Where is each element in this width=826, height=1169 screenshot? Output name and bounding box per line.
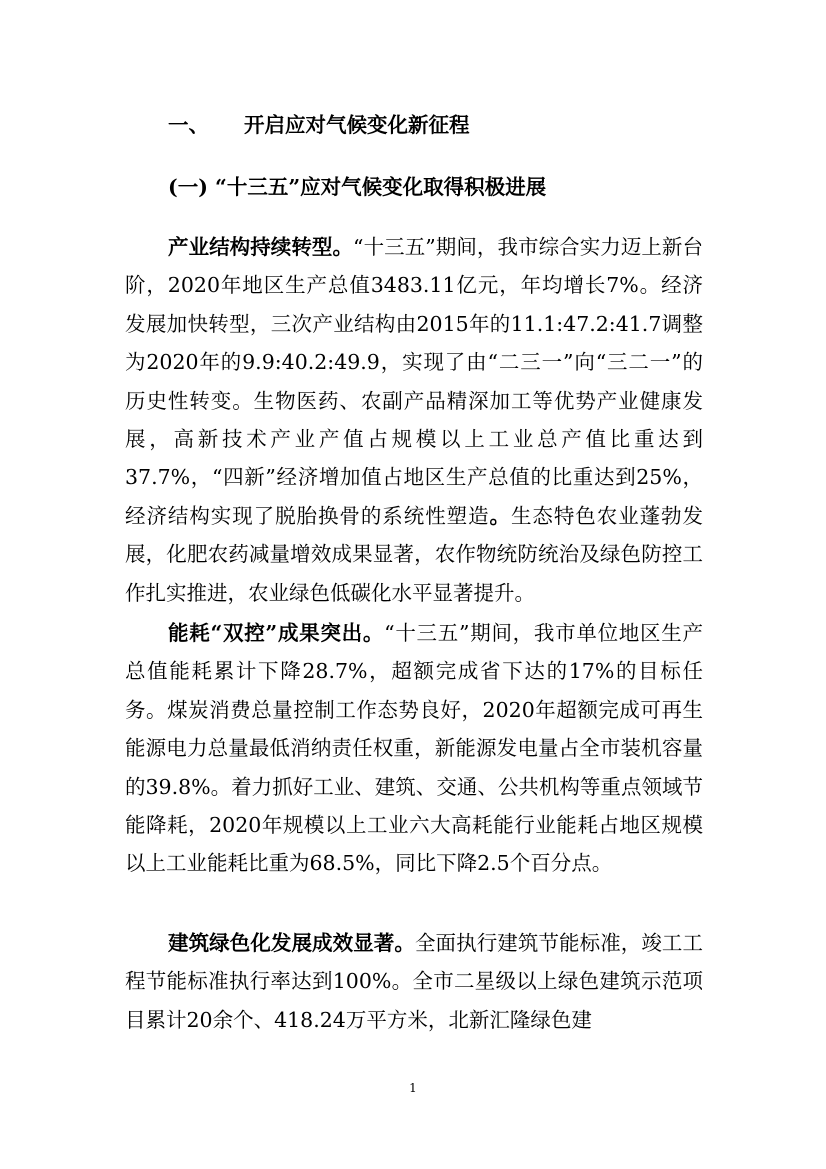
- paragraph-text: “十三五”期间，我市综合实力迈上新台阶，2020年地区生产总值3483.11亿元，年均增长7%。经济发展加快转型，三次产业结构由2015年的11.1:47.2:41.7调整为2020年的9.9:40.2:49.9，实现了由“二三一”向“三二一”的历史性转变。生物医药、农副产品精深加工等优势产业健康发展，高新技术产业产值占规模以上工业总产值比重达到37.7%，“四新”经济增加值占地区生产总值的比重达到25%，经济结构实现了脱胎换骨的系统性塑造: [125, 235, 703, 528]
- paragraph-text: “十三五”期间，我市单位地区生产总值能耗累计下降28.7%，超额完成省下达的17%的目标任务。煤炭消费总量控制工作态势良好，2020年超额完成可再生能源电力总量最低消纳责任权重，新能源发电量占全市装机容量的39.8%。着力抓好工业、建筑、交通、公共机构等重点领域节能降耗，2020年规模以上工业六大高耗能行业能耗占地区规模以上工业能耗比重为68.5%，同比下降2.5个百分点。: [125, 621, 703, 876]
- page-number: 1: [409, 1081, 417, 1095]
- paragraph-emphasis: 。: [489, 503, 511, 528]
- paragraph-text: 生态特色农业蓬勃发展，化肥农药减量增效成果显著，农作物统防统治及绿色防控工作扎实推进，农业绿色低碳化水平显著提升。: [125, 503, 704, 605]
- section-number: 一、: [168, 113, 209, 137]
- paragraph-lead: 产业结构持续转型。: [168, 235, 354, 259]
- paragraph-energy: [125, 614, 703, 883]
- paragraph-industry: [125, 228, 703, 612]
- subsection-heading: (一) “十三五”应对气候变化取得积极进展: [168, 175, 547, 199]
- paragraph-text: 全面执行建筑节能标准，竣工工程节能标准执行率达到100%。全市二星级以上绿色建筑示范项目累计20余个、418.24万平方米，北新汇隆绿色建: [125, 931, 704, 1032]
- paragraph-building: [125, 924, 703, 1039]
- section-heading: [168, 110, 470, 140]
- paragraph-lead: 能耗“双控”成果突出。: [168, 621, 385, 645]
- section-title: 开启应对气候变化新征程: [244, 113, 470, 137]
- paragraph-lead: 建筑绿色化发展成效显著。: [168, 931, 415, 955]
